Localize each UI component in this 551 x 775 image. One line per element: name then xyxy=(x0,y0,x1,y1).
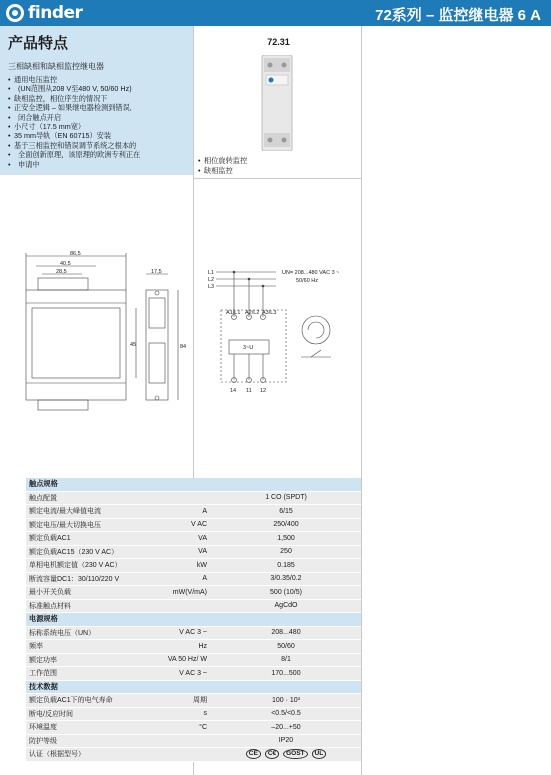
spec-label: 标准触点材料 xyxy=(29,602,71,610)
wire-label-l2: L2 xyxy=(208,277,215,283)
dim-inner-width: 28,5 xyxy=(56,269,67,275)
dim-inner-height: 45 xyxy=(130,342,137,348)
spec-label: 额定功率 xyxy=(29,656,57,664)
spec-row xyxy=(26,721,361,735)
spec-unit: mW(V/mA) xyxy=(172,588,207,596)
feature-item: • 通用电压监控 xyxy=(8,75,185,84)
spec-value: AgCdO xyxy=(274,602,298,610)
spec-value xyxy=(211,749,361,759)
spec-label: 额定负载AC15（230 V AC） xyxy=(29,548,119,556)
feature-item: • 基于三相监控和错误调节系统之根本的 xyxy=(8,141,185,150)
terminal-a1: A1/L1 xyxy=(226,310,241,316)
spec-value: 500 (10/5) xyxy=(270,588,302,596)
series-title: 72系列 – 监控继电器 6 A xyxy=(375,7,541,24)
spec-row xyxy=(26,546,361,560)
feature-item: • 全面创新原理，该原理的欧洲专利正在 xyxy=(8,150,185,159)
spec-row xyxy=(26,654,361,668)
spec-unit: 周期 xyxy=(193,697,207,705)
spec-label: 额定负载AC1下的电气寿命 xyxy=(29,697,113,705)
cert-mark-icon: C€ xyxy=(265,749,279,759)
spec-row xyxy=(26,559,361,573)
spec-label: 额定负载AC1 xyxy=(29,535,71,543)
spec-value: 8/1 xyxy=(281,656,291,664)
spec-label: 断流容量DC1：30/110/220 V xyxy=(29,575,120,583)
spec-value: 100 · 10³ xyxy=(271,696,301,704)
features-list xyxy=(8,75,185,169)
spec-unit: V AC xyxy=(191,521,207,529)
spec-value: 208...480 xyxy=(271,629,301,637)
spec-label: 频率 xyxy=(29,643,43,651)
dim-mid-width: 40,5 xyxy=(60,261,71,267)
features-subtitle: 三相缺相和缺相监控继电器 xyxy=(8,62,104,71)
dimension-drawing xyxy=(18,248,193,428)
cert-mark-icon: CE xyxy=(246,749,261,759)
spec-unit: VA 50 Hz/ W xyxy=(167,656,207,664)
spec-label: 单相电机额定值（230 V AC） xyxy=(29,562,122,570)
spec-row xyxy=(26,640,361,654)
spec-row xyxy=(26,667,361,681)
spec-unit: Hz xyxy=(198,642,207,650)
row-divider xyxy=(193,178,361,179)
terminal-a2: A2/L2 xyxy=(245,310,260,316)
terminal-12: 12 xyxy=(260,388,267,394)
spec-row xyxy=(26,708,361,722)
spec-row xyxy=(26,492,361,506)
feature-item: • 35 mm导轨（EN 60715）安装 xyxy=(8,131,185,140)
spec-label: 断电/反应时间 xyxy=(29,710,73,718)
spec-value: 1,500 xyxy=(277,534,295,542)
spec-value: 1 CO (SPDT) xyxy=(265,494,307,502)
brand-name: finder xyxy=(28,3,83,23)
feature-item: • (UN范围从208 V至480 V, 50/60 Hz) xyxy=(8,84,185,93)
product-bullet: • 缺相监控 xyxy=(198,166,247,176)
finder-logo-icon xyxy=(6,4,24,22)
module-label: 3~U xyxy=(243,345,254,351)
spec-unit: kW xyxy=(196,561,207,569)
spec-label: 标称系统电压（UN） xyxy=(29,629,96,637)
cert-mark-icon: GOST xyxy=(283,749,307,759)
spec-value: 6/15 xyxy=(279,507,293,515)
spec-value: 250 xyxy=(280,548,292,556)
spec-row xyxy=(26,519,361,533)
spec-row xyxy=(26,735,361,749)
wiring-diagram xyxy=(196,262,361,402)
feature-item: • 小尺寸（17.5 mm宽） xyxy=(8,122,185,131)
feature-item: • 申请中 xyxy=(8,160,185,169)
spec-row xyxy=(26,573,361,587)
column-divider xyxy=(361,26,362,775)
spec-value: 250/400 xyxy=(273,521,299,529)
spec-label: 触点配置 xyxy=(29,494,57,502)
product-bullet: • 相位旋转监控 xyxy=(198,156,247,166)
spec-unit: V AC 3 ~ xyxy=(179,629,207,637)
terminal-a3: A3/L3 xyxy=(262,310,277,316)
spec-value: 0.185 xyxy=(277,561,295,569)
spec-section-header: 触点规格 xyxy=(26,478,361,492)
spec-section-header: 电源规格 xyxy=(26,613,361,627)
spec-row xyxy=(26,748,361,762)
spec-row xyxy=(26,532,361,546)
spec-table xyxy=(26,478,361,762)
feature-item: • 缺相监控，相位序生的情况下 xyxy=(8,94,185,103)
brand-logo xyxy=(6,3,82,23)
spec-label: 额定电压/最大切换电压 xyxy=(29,521,101,529)
spec-unit: A xyxy=(202,507,207,515)
feature-item: • 闭合触点开启 xyxy=(8,113,185,122)
spec-label: 防护等级 xyxy=(29,737,57,745)
spec-value: IP20 xyxy=(278,737,294,745)
terminal-14: 14 xyxy=(230,388,237,394)
spec-row xyxy=(26,600,361,614)
spec-value: –20...+50 xyxy=(271,723,301,731)
spec-row xyxy=(26,505,361,519)
spec-label: 额定电流/最大峰值电流 xyxy=(29,508,101,516)
wire-label-l1: L1 xyxy=(208,270,215,276)
spec-unit: VA xyxy=(198,548,207,556)
supply-frequency: 50/60 Hz xyxy=(296,278,319,284)
feature-item: • 正安全逻辑 – 如果继电器检测到错误, xyxy=(8,103,185,112)
spec-section-header: 技术数据 xyxy=(26,681,361,695)
spec-unit: VA xyxy=(198,534,207,542)
spec-label: 认证（根据型号） xyxy=(29,751,85,759)
features-title: 产品特点 xyxy=(8,35,69,52)
spec-label: 最小开关负载 xyxy=(29,589,71,597)
spec-unit: s xyxy=(203,710,207,718)
terminal-11: 11 xyxy=(246,388,252,394)
supply-voltage: UN= 208...480 VAC 3 ~ xyxy=(282,270,340,276)
spec-row xyxy=(26,627,361,641)
dim-overall-height: 84 xyxy=(180,344,187,350)
spec-label: 环境温度 xyxy=(29,724,57,732)
spec-value: 170...500 xyxy=(271,669,301,677)
spec-row xyxy=(26,694,361,708)
relay-photo xyxy=(260,55,294,151)
product-bullets xyxy=(198,156,247,176)
wire-label-l3: L3 xyxy=(208,284,215,290)
dim-side-width: 17,5 xyxy=(151,269,162,275)
spec-value: <0.5/<0.5 xyxy=(271,710,301,718)
features-panel xyxy=(0,26,193,175)
spec-unit: °C xyxy=(199,723,207,731)
dim-overall-width: 86,5 xyxy=(70,251,81,257)
spec-value: 3/0.35/0.2 xyxy=(270,575,302,583)
product-code: 72.31 xyxy=(267,37,290,47)
spec-unit: A xyxy=(202,575,207,583)
spec-value: 50/60 xyxy=(277,642,295,650)
header-bar xyxy=(0,0,551,26)
spec-row xyxy=(26,586,361,600)
spec-label: 工作范围 xyxy=(29,670,57,678)
cert-mark-icon: UL xyxy=(312,749,327,759)
spec-unit: V AC 3 ~ xyxy=(179,669,207,677)
